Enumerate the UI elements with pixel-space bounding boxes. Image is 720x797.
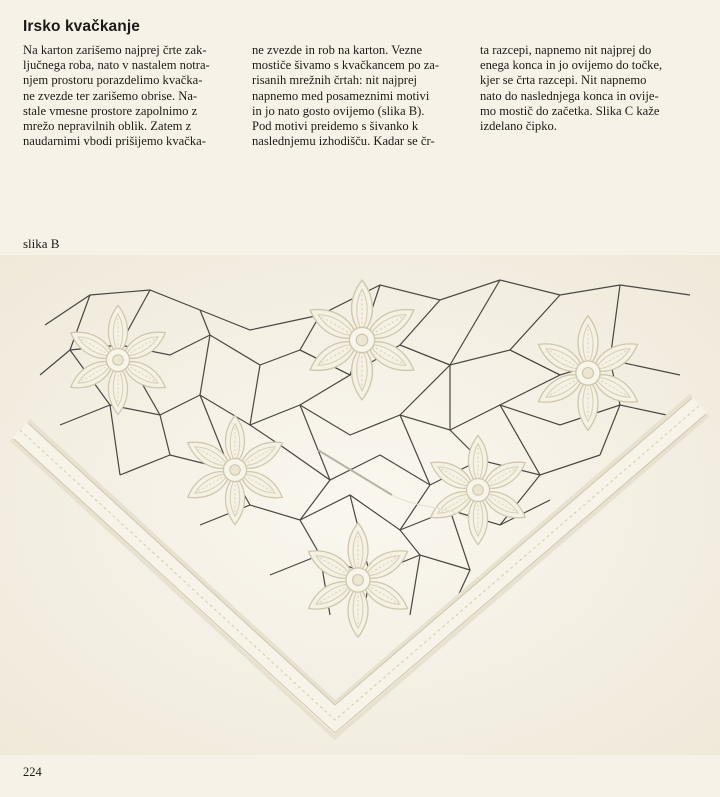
text-line: mostiče šivamo s kvačkancem po za- — [252, 58, 440, 73]
page-number: 224 — [23, 765, 42, 779]
text-line: enega konca in jo ovijemo do točke, — [480, 58, 663, 73]
text-line: izdelano čipko. — [480, 119, 557, 134]
text-line: naslednjemu izhodišču. Kadar se čr- — [252, 134, 435, 149]
text-line: mrežo nepravilnih oblik. Zatem z — [23, 119, 192, 134]
text-line: Na karton zarišemo najprej črte zak- — [23, 43, 207, 57]
text-line: in jo nato gosto ovijemo (slika B). — [252, 103, 425, 118]
text-column-3 — [480, 43, 695, 134]
figure-caption: slika B — [23, 236, 60, 251]
text-line: Pod motivi preidemo s šivanko k — [252, 119, 419, 134]
text-line: nato do naslednjega konca in ovije- — [480, 88, 659, 103]
text-line: ne zvezde ter zarišemo obrise. Na- — [23, 88, 198, 103]
text-line: naudarnimi vbodi prišijemo kvačka- — [23, 134, 206, 149]
text-line: ta razcepi, napnemo nit najprej do — [480, 43, 652, 57]
text-line: ljučnega roba, nato v nastalem notra- — [23, 58, 210, 73]
text-column-2 — [252, 43, 467, 149]
text-column-1 — [23, 43, 238, 149]
text-line: stale vmesne prostore zapolnimo z — [23, 103, 198, 118]
text-line: kjer se črta razcepi. Nit napnemo — [480, 73, 647, 88]
text-line: napnemo med posameznimi motivi — [252, 88, 430, 103]
text-line: ne zvezde in rob na karton. Vezne — [252, 43, 423, 57]
lace-photo — [0, 255, 720, 755]
text-line: risanih mrežnih črtah: nit najprej — [252, 73, 418, 88]
article-title: Irsko kvačkanje — [23, 18, 140, 35]
text-line: njem prostoru porazdelimo kvačka- — [23, 73, 203, 88]
text-line: mo mostič do začetka. Slika C kaže — [480, 103, 660, 118]
